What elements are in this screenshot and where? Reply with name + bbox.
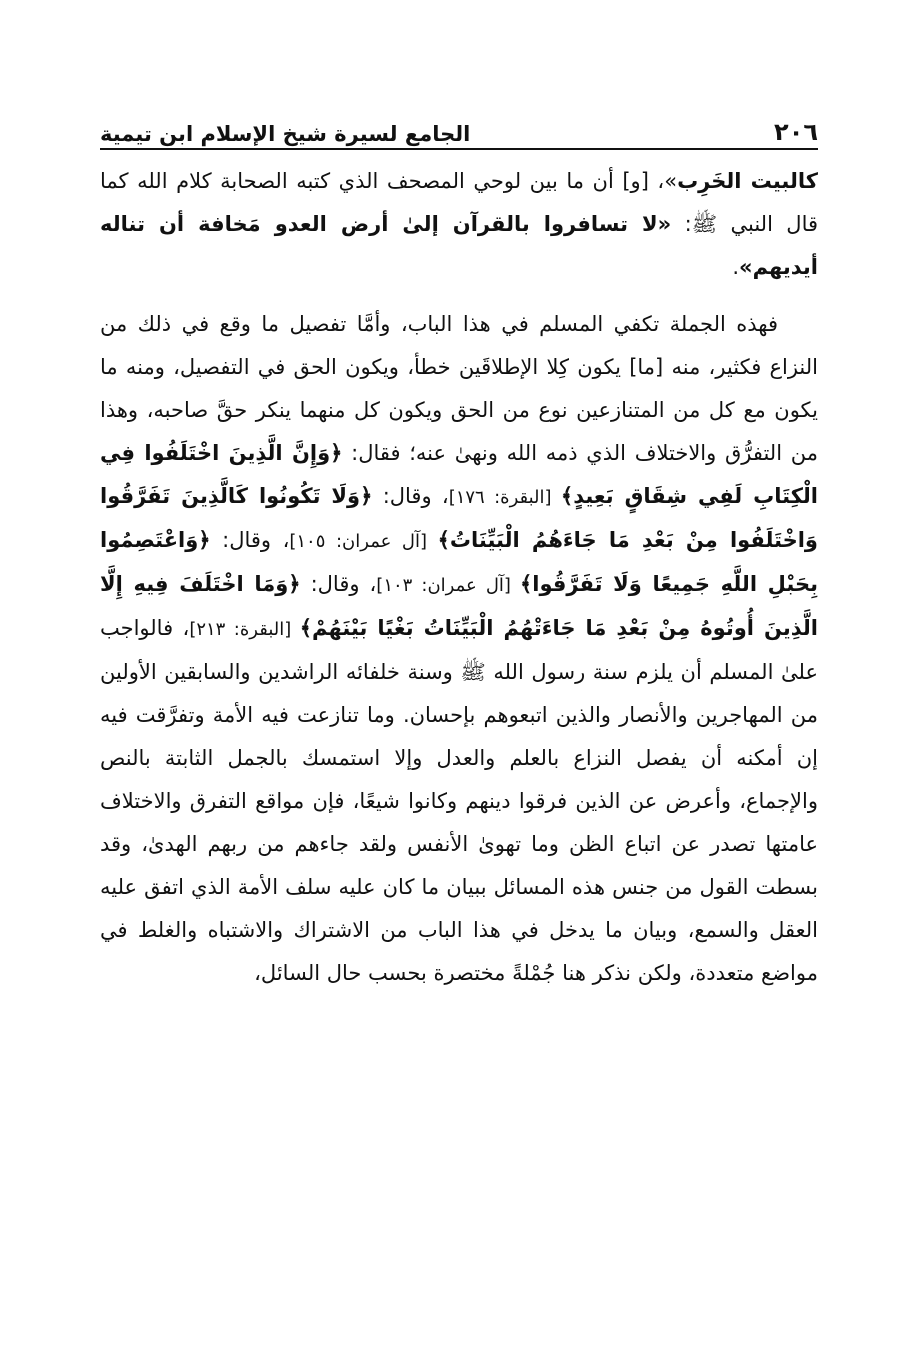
body-text	[100, 160, 818, 995]
verse-reference: [البقرة: ٢١٣]	[189, 619, 300, 640]
paragraph-2	[100, 303, 818, 995]
running-title: الجامع لسيرة شيخ الإسلام ابن تيمية	[100, 122, 471, 146]
verse-reference: [آل عمران: ١٠٥]	[289, 531, 438, 552]
quran-verse: ﴿وَمَا اخْتَلَفَ فِيهِ إِلَّا الَّذِينَ أُوتُوهُ مِنْ بَعْدِ مَا جَاءَتْهُمُ الْبَيِّنَاتُ بَغْيًا بَيْنَهُمْ﴾	[100, 572, 819, 640]
hadith-quote: «لا تسافروا بالقرآن إلىٰ أرض العدو مَخافة أن تناله أيديهم»	[100, 212, 818, 279]
header-divider	[100, 148, 818, 150]
quran-verse: ﴿وَإِنَّ الَّذِينَ اخْتَلَفُوا فِي الْكِتَابِ لَفِي شِقَاقٍ بَعِيدٍ﴾	[100, 441, 818, 508]
verse-reference: [البقرة: ١٧٦]	[448, 487, 561, 508]
verse-reference: [آل عمران: ١٠٣]	[376, 575, 520, 596]
page-header	[100, 110, 818, 146]
quran-verse: ﴿وَلَا تَكُونُوا كَالَّذِينَ تَفَرَّقُوا وَاخْتَلَفُوا مِنْ بَعْدِ مَا جَاءَهُمُ الْبَيِّنَاتُ﴾	[100, 484, 818, 552]
quoted-phrase: كالبيت الخَرِب	[677, 169, 818, 193]
paragraph-1	[100, 160, 818, 289]
page-number: ٢٠٦	[774, 118, 818, 146]
text-run: »، [و] أن ما بين لوحي المصحف الذي كتبه الصحابة كلام الله كما قال النبي ﷺ:	[100, 169, 819, 236]
text-run: ، وقال:	[210, 528, 290, 552]
text-run: فهذه الجملة تكفي المسلم في هذا الباب، وأمَّا تفصيل ما وقع في ذلك من النزاع فكثير، منه [ما] يكون كِلا الإطلاقَين خطأ، ويكون الحق في التفصيل، ومنه ما يكون مع كل من المتنازعين نوع من الحق ويكون كل منهما ينكر حقَّ صاحبه، وهذا من التفرُّق والاختلاف الذي ذمه الله ونهىٰ عنه؛ فقال:	[100, 312, 818, 465]
text-run: ، وقال:	[300, 572, 377, 596]
quran-verse: ﴿وَاعْتَصِمُوا بِحَبْلِ اللَّهِ جَمِيعًا وَلَا تَفَرَّقُوا﴾	[100, 528, 818, 596]
text-run: ، وقال:	[372, 484, 449, 508]
text-run: ، فالواجب علىٰ المسلم أن يلزم سنة رسول الله ﷺ وسنة خلفائه الراشدين والسابقين الأولين من المهاجرين والأنصار والذين اتبعوهم بإحسان. وما تنازعت فيه الأمة وتفرَّقت فيه إن أمكنه أن يفصل النزاع بالعلم والعدل وإلا استمسك بالجمل الثابتة بالنص والإجماع، وأعرض عن الذين فرقوا دينهم وكانوا شيعًا، فإن مواقع التفرق والاختلاف عامتها تصدر عن اتباع الظن وما تهوىٰ الأنفس ولقد جاءهم من ربهم الهدىٰ، وقد بسطت القول من جنس هذه المسائل ببيان ما كان عليه سلف الأمة الذي اتفق عليه العقل والسمع، وبيان ما يدخل في هذا الباب من الاشتراك والاشتباه والغلط في مواضع متعددة، ولكن نذكر هنا جُمْلةً مختصرة بحسب حال السائل،	[100, 616, 818, 985]
text-run: .	[732, 255, 739, 279]
